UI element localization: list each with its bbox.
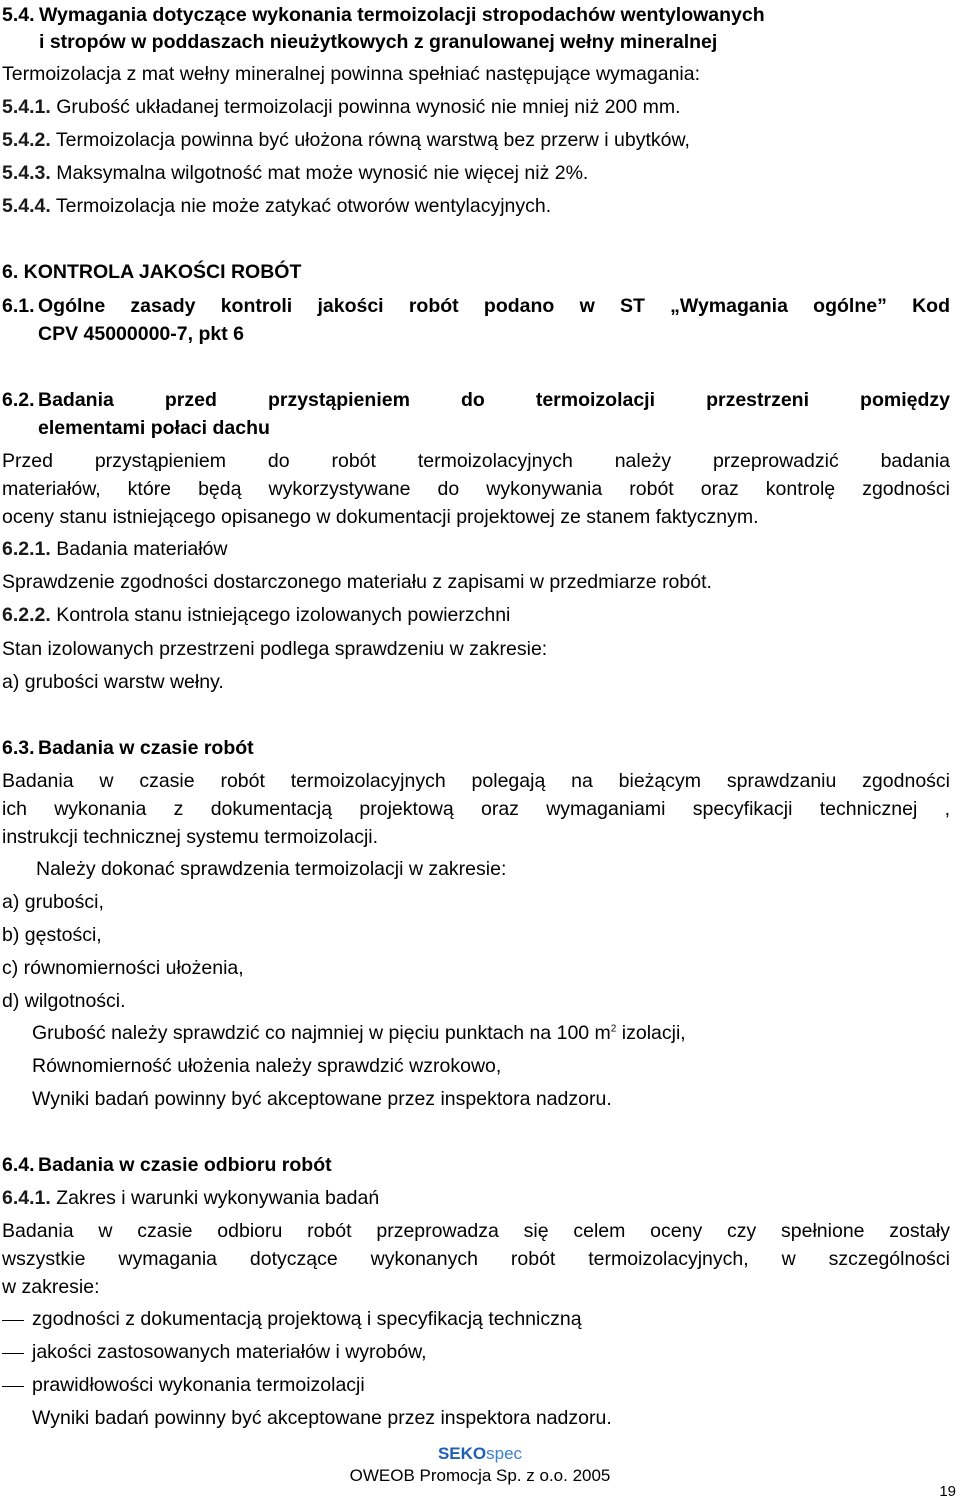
- section-6-3-number: 6.3.: [2, 737, 35, 759]
- dash-bullet: [2, 1386, 24, 1387]
- note-line: Równomierność ułożenia należy sprawdzić wzrokowo,: [32, 1055, 502, 1077]
- item-text: Termoizolacja powinna być ułożona równą warstwą bez przerw i ubytków,: [55, 129, 690, 151]
- dash-bullet: [2, 1320, 24, 1321]
- item-text: Grubość układanej termoizolacji powinna wynosić nie mniej niż 200 mm.: [56, 96, 681, 118]
- section-5-4-number: 5.4.: [2, 4, 35, 26]
- sekospec-logo: [0, 1444, 960, 1464]
- paragraph-line: oceny stanu istniejącego opisanego w dokumentacji projektowej ze stanem faktycznym.: [2, 506, 759, 528]
- paragraph-line: Badania w czasie robót termoizolacyjnych polegają na bieżącym sprawdzaniu zgodności: [2, 770, 950, 792]
- section-6-4-title: Badania w czasie odbioru robót: [38, 1154, 332, 1176]
- note-text: izolacji,: [616, 1022, 686, 1044]
- section-5-4-title-line-1: Wymagania dotyczące wykonania termoizolacji stropodachów wentylowanych: [39, 4, 765, 26]
- list-item: jakości zastosowanych materiałów i wyrobów,: [32, 1341, 427, 1363]
- paragraph-line: Przed przystąpieniem do robót termoizolacyjnych należy przeprowadzić badania: [2, 450, 950, 472]
- footer-company: OWEOB Promocja Sp. z o.o. 2005: [349, 1466, 611, 1485]
- section-6-1-title-line-2: CPV 45000000-7, pkt 6: [38, 323, 244, 345]
- item-number: 5.4.4.: [2, 195, 51, 217]
- subsection-title: Kontrola stanu istniejącego izolowanych powierzchni: [56, 604, 511, 626]
- list-item: b) gęstości,: [2, 924, 102, 946]
- section-6-1-title-line-1: Ogólne zasady kontroli jakości robót podano w ST „Wymagania ogólne” Kod: [38, 295, 950, 317]
- superscript: 2: [610, 1023, 617, 1035]
- list-item: d) wilgotności.: [2, 990, 126, 1012]
- dash-bullet: [2, 1353, 24, 1354]
- logo-bold-part: SEKO: [437, 1444, 487, 1463]
- paragraph-line: wszystkie wymagania dotyczące wykonanych robót termoizolacyjnych, w szczególności: [2, 1248, 950, 1270]
- note-line: Wyniki badań powinny być akceptowane przez inspektora nadzoru.: [32, 1407, 612, 1429]
- list-item: [2, 197, 551, 217]
- subsection-6-4-1: [2, 1189, 379, 1209]
- paragraph-line: w zakresie:: [2, 1276, 100, 1298]
- list-item: a) grubości warstw wełny.: [2, 671, 224, 693]
- section-5-4-intro: Termoizolacja z mat wełny mineralnej powinna spełniać następujące wymagania:: [2, 63, 701, 85]
- item-text: Maksymalna wilgotność mat może wynosić nie więcej niż 2%.: [56, 162, 589, 184]
- paragraph-line: Sprawdzenie zgodności dostarczonego materiału z zapisami w przedmiarze robót.: [2, 571, 712, 593]
- list-item: [2, 164, 588, 184]
- list-item: [2, 131, 690, 151]
- paragraph-line: ich wykonania z dokumentacją projektową oraz wymaganiami specyfikacji technicznej ,: [2, 798, 950, 820]
- list-item: zgodności z dokumentacją projektową i specyfikacją techniczną: [32, 1308, 582, 1330]
- page-number: 19: [939, 1483, 956, 1500]
- section-6-4-number: 6.4.: [2, 1154, 35, 1176]
- item-number: 5.4.1.: [2, 96, 51, 118]
- section-6-3-title: Badania w czasie robót: [38, 737, 254, 759]
- subsection-6-2-1: [2, 540, 227, 560]
- subsection-number: 6.2.1.: [2, 538, 51, 560]
- item-number: 5.4.3.: [2, 162, 51, 184]
- logo-light-part: spec: [486, 1444, 523, 1463]
- section-6-2-number: 6.2.: [2, 389, 35, 411]
- paragraph-line: Badania w czasie odbioru robót przeprowadza się celem oceny czy spełnione zostały: [2, 1220, 950, 1242]
- section-6-heading: 6. KONTROLA JAKOŚCI ROBÓT: [2, 261, 302, 283]
- note-line: Wyniki badań powinny być akceptowane przez inspektora nadzoru.: [32, 1088, 612, 1110]
- item-number: 5.4.2.: [2, 129, 51, 151]
- section-6-2-title-line-1: Badania przed przystąpieniem do termoizolacji przestrzeni pomiędzy: [38, 389, 950, 411]
- list-item: prawidłowości wykonania termoizolacji: [32, 1374, 365, 1396]
- item-text: Termoizolacja nie może zatykać otworów wentylacyjnych.: [55, 195, 552, 217]
- section-5-4-title-line-2: i stropów w poddaszach nieużytkowych z granulowanej wełny mineralnej: [39, 31, 718, 53]
- paragraph-line: instrukcji technicznej systemu termoizolacji.: [2, 826, 379, 848]
- list-item: c) równomierności ułożenia,: [2, 957, 244, 979]
- subsection-number: 6.2.2.: [2, 604, 51, 626]
- list-item: [2, 98, 681, 118]
- list-item: a) grubości,: [2, 891, 104, 913]
- paragraph-line: materiałów, które będą wykorzystywane do wykonywania robót oraz kontrolę zgodności: [2, 478, 950, 500]
- section-6-2-title-line-2: elementami połaci dachu: [38, 417, 270, 439]
- subsection-title: Badania materiałów: [56, 538, 228, 560]
- scope-line: Należy dokonać sprawdzenia termoizolacji w zakresie:: [36, 858, 507, 880]
- subsection-title: Zakres i warunki wykonywania badań: [56, 1187, 380, 1209]
- subsection-6-2-2: [2, 606, 510, 626]
- section-6-1-number: 6.1.: [2, 295, 35, 317]
- subsection-number: 6.4.1.: [2, 1187, 51, 1209]
- note-line: [32, 1024, 686, 1044]
- paragraph-line: Stan izolowanych przestrzeni podlega sprawdzeniu w zakresie:: [2, 638, 548, 660]
- note-text: Grubość należy sprawdzić co najmniej w pięciu punktach na 100 m: [32, 1022, 611, 1044]
